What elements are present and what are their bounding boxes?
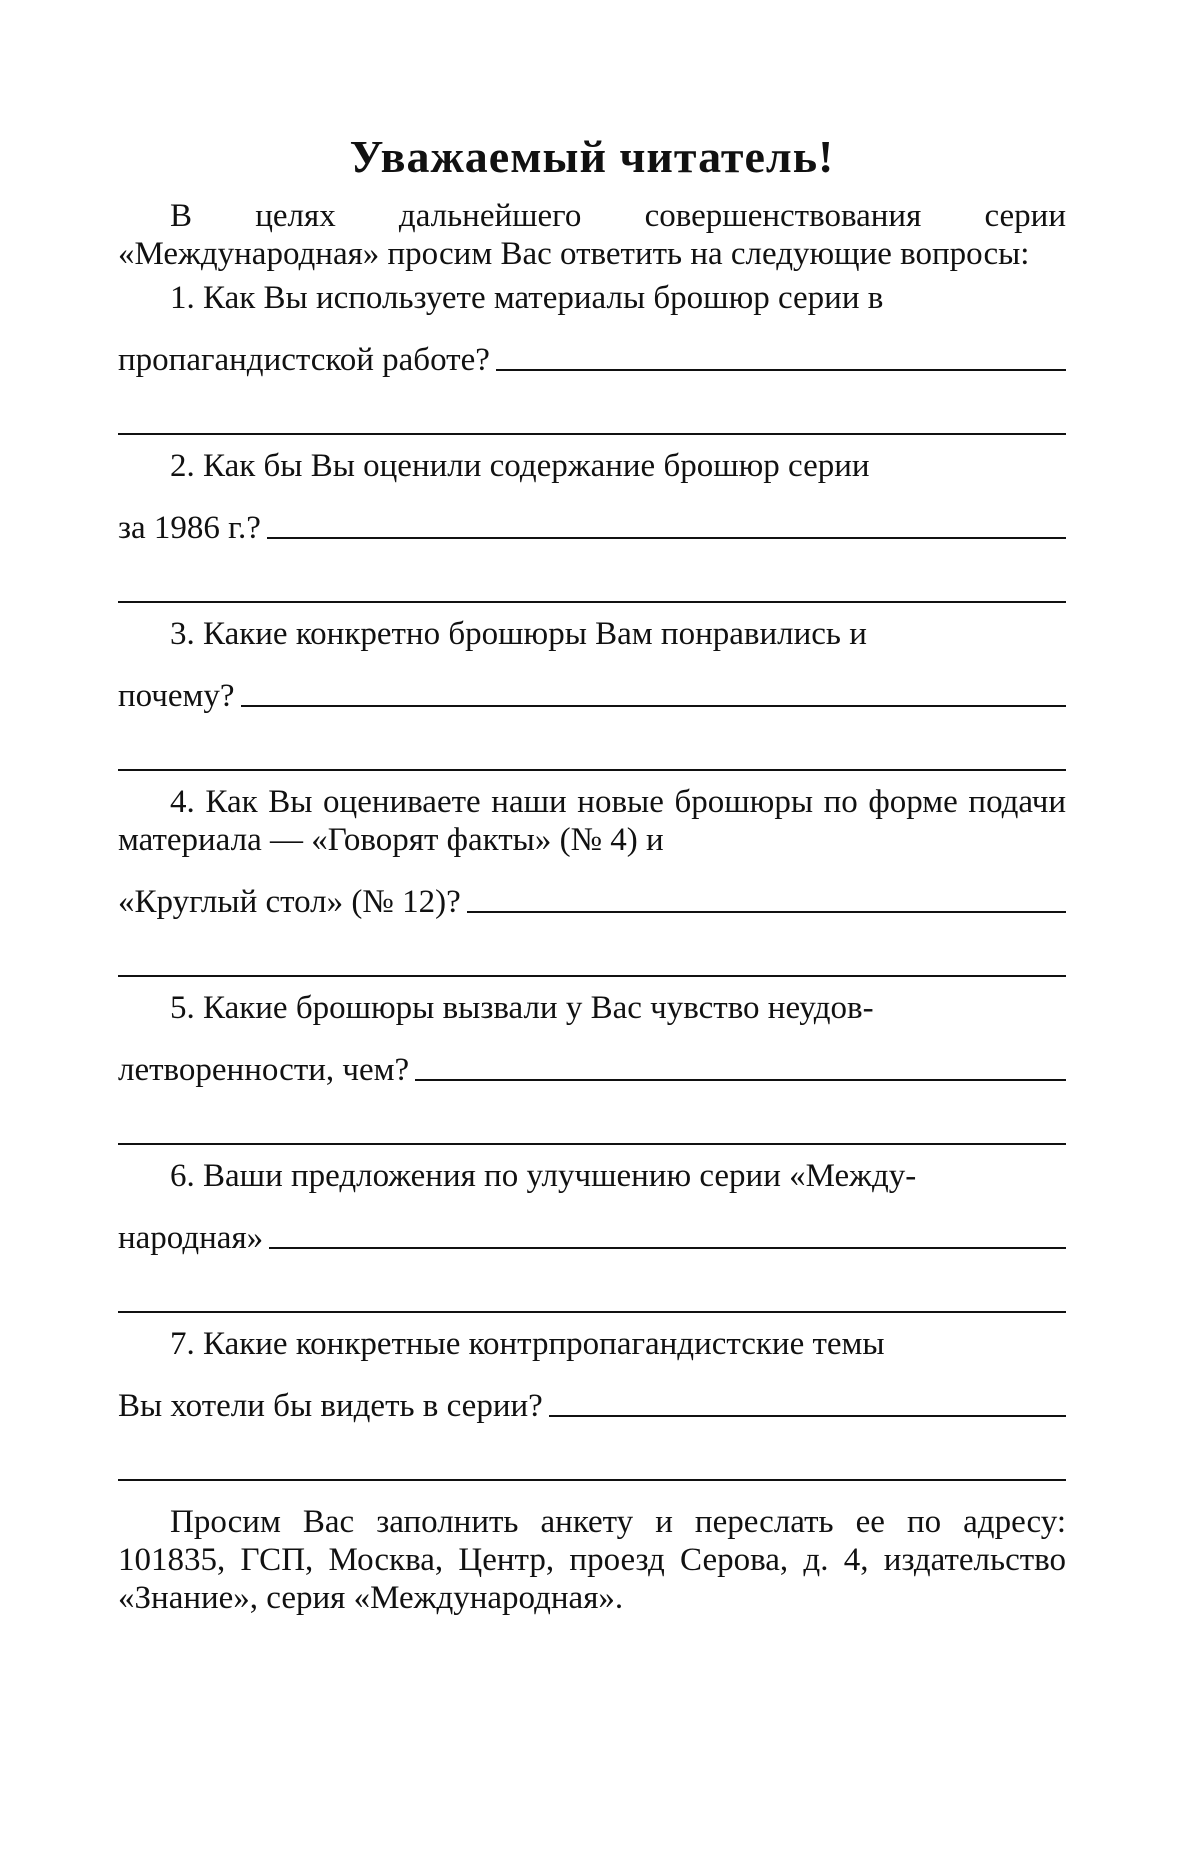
answer-line[interactable]: [241, 705, 1066, 707]
question-4: [118, 783, 1066, 977]
question-5: [118, 989, 1066, 1145]
question-tail: почему?: [118, 678, 235, 714]
page-title: Уважаемый читатель!: [349, 131, 835, 182]
answer-line[interactable]: [118, 601, 1066, 603]
question-1: [118, 279, 1066, 435]
answer-line[interactable]: [118, 433, 1066, 435]
question-text: 1. Как Вы используете материалы брошюр серии в: [170, 280, 884, 316]
question-2: [118, 447, 1066, 603]
question-tail: народная»: [118, 1220, 264, 1256]
question-6: [118, 1157, 1066, 1313]
answer-line[interactable]: [269, 1247, 1066, 1249]
question-text: 3. Какие конкретно брошюры Вам понравились и: [170, 616, 867, 652]
answer-line[interactable]: [118, 1143, 1066, 1145]
footer-text: Просим Вас заполнить анкету и переслать ее по адресу: 101835, ГСП, Москва, Центр, проезд Серова, д. 4, издательство «Знание», серия «Международная».: [118, 1504, 1066, 1616]
question-text: 5. Какие брошюры вызвали у Вас чувство неудов-: [170, 990, 874, 1026]
answer-line[interactable]: [118, 769, 1066, 771]
answer-line[interactable]: [467, 911, 1066, 913]
question-text: 7. Какие конкретные контрпропагандистские темы: [170, 1326, 885, 1362]
question-tail: пропагандистской работе?: [118, 342, 490, 378]
question-tail: Вы хотели бы видеть в серии?: [118, 1388, 543, 1424]
question-7: [118, 1325, 1066, 1481]
answer-line[interactable]: [496, 369, 1066, 371]
questionnaire-page: [118, 130, 1066, 1617]
question-text: 6. Ваши предложения по улучшению серии «Между-: [170, 1158, 917, 1194]
answer-line[interactable]: [267, 537, 1066, 539]
question-tail: «Круглый стол» (№ 12)?: [118, 884, 461, 920]
answer-line[interactable]: [118, 1311, 1066, 1313]
question-3: [118, 615, 1066, 771]
question-text: 2. Как бы Вы оценили содержание брошюр серии: [170, 448, 870, 484]
question-tail: летворенности, чем?: [118, 1052, 410, 1088]
answer-line[interactable]: [118, 975, 1066, 977]
intro-text: В целях дальнейшего совершенствования серии «Международная» просим Вас ответить на следующие вопросы:: [118, 198, 1066, 272]
answer-line[interactable]: [118, 1479, 1066, 1481]
question-tail: за 1986 г.?: [118, 510, 261, 546]
answer-line[interactable]: [549, 1415, 1066, 1417]
answer-line[interactable]: [415, 1079, 1066, 1081]
question-text: 4. Как Вы оцениваете наши новые брошюры по форме подачи материала — «Говорят факты» (№ 4) и: [118, 784, 1066, 858]
